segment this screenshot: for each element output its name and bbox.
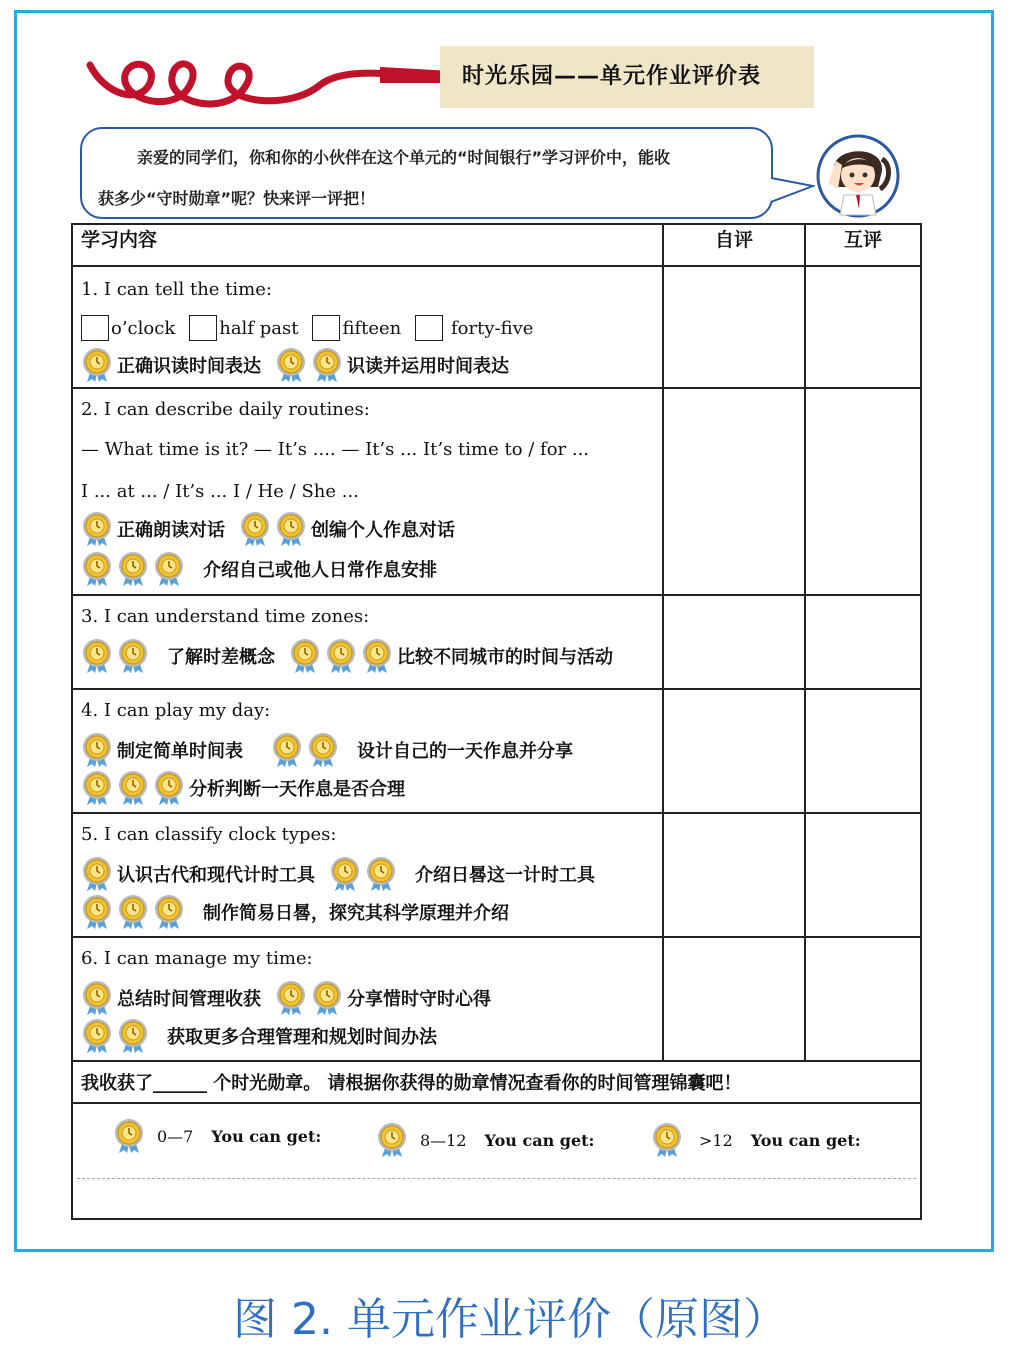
intro-speech-bubble	[80, 127, 773, 219]
medal-icon	[311, 347, 343, 383]
row-title: 1. I can tell the time:	[81, 279, 272, 300]
dialogue-line: — What time is it? — It’s .... — It’s ... It’s time to / for ...	[81, 439, 590, 460]
reward-tier	[376, 1122, 594, 1158]
intro-line-2: 获多少“守时勋章”呢？快来评一评把！	[98, 189, 376, 208]
criterion-text: 总结时间管理收获	[117, 989, 261, 1010]
reward-legend	[72, 1103, 921, 1219]
medal-icon	[153, 770, 185, 806]
criterion-text: 创编个人作息对话	[311, 520, 455, 541]
medal-icon	[365, 856, 397, 892]
self-eval-cell[interactable]	[663, 266, 805, 388]
tier-range: >12	[699, 1130, 733, 1150]
row-3-content	[72, 595, 663, 689]
tier-label: You can get:	[484, 1130, 595, 1150]
medal-line	[81, 980, 491, 1016]
medal-icon	[329, 856, 361, 892]
table-row	[72, 689, 921, 813]
medal-icon	[325, 638, 357, 674]
criterion-text: 分析判断一天作息是否合理	[189, 779, 405, 800]
table-header-row	[72, 224, 921, 266]
summary-text: 我收获了______ 个时光勋章。 请根据你获得的勋章情况查看你的时间管理锦囊吧！	[72, 1061, 921, 1103]
peer-eval-cell[interactable]	[805, 595, 921, 689]
checkbox[interactable]	[312, 315, 340, 341]
time-options	[81, 315, 533, 341]
banner-title: 时光乐园——单元作业评价表	[440, 46, 814, 108]
medal-icon	[117, 551, 149, 587]
medal-icon	[153, 551, 185, 587]
medal-icon	[81, 980, 113, 1016]
self-eval-cell[interactable]	[663, 595, 805, 689]
table-row	[72, 266, 921, 388]
criterion-text: 了解时差概念	[167, 647, 275, 668]
criterion-text: 识读并运用时间表达	[347, 356, 509, 377]
table-row	[72, 937, 921, 1061]
peer-eval-cell[interactable]	[805, 689, 921, 813]
option-label: forty-five	[450, 317, 534, 339]
medal-line	[81, 551, 437, 587]
row-title: 2. I can describe daily routines:	[81, 399, 370, 420]
reward-legend-row	[72, 1103, 921, 1219]
tier-label: You can get:	[750, 1130, 861, 1150]
row-5-content	[72, 813, 663, 937]
table-row	[72, 388, 921, 595]
medal-icon	[113, 1118, 145, 1154]
criterion-text: 分享惜时守时心得	[347, 989, 491, 1010]
option-label: fifteen	[342, 317, 402, 339]
checkbox[interactable]	[415, 315, 443, 341]
peer-eval-cell[interactable]	[805, 813, 921, 937]
row-title: 3. I can understand time zones:	[81, 606, 370, 627]
self-eval-cell[interactable]	[663, 937, 805, 1061]
medal-icon	[117, 770, 149, 806]
header-self-eval: 自评	[663, 224, 805, 266]
self-eval-cell[interactable]	[663, 388, 805, 595]
intro-line-1: 亲爱的同学们，你和你的小伙伴在这个单元的“时间银行”学习评价中，能收	[137, 148, 671, 167]
medal-icon	[376, 1122, 408, 1158]
criterion-text: 正确朗读对话	[117, 520, 225, 541]
tier-range: 0—7	[157, 1126, 194, 1146]
medal-icon	[153, 894, 185, 930]
row-title: 4. I can play my day:	[81, 700, 271, 721]
option-label: half past	[219, 317, 299, 339]
header-peer-eval: 互评	[805, 224, 921, 266]
medal-line	[81, 894, 509, 930]
medal-line	[81, 732, 573, 768]
ribbon-decoration	[80, 45, 460, 125]
medal-line	[81, 511, 455, 547]
medal-icon	[651, 1122, 683, 1158]
criterion-text: 比较不同城市的时间与活动	[397, 647, 613, 668]
table-row	[72, 813, 921, 937]
criterion-text: 介绍自己或他人日常作息安排	[203, 560, 437, 581]
dashed-divider	[77, 1178, 916, 1179]
checkbox[interactable]	[189, 315, 217, 341]
medal-icon	[275, 511, 307, 547]
row-4-content	[72, 689, 663, 813]
criterion-text: 制作简易日晷，探究其科学原理并介绍	[203, 903, 509, 924]
medal-icon	[81, 770, 113, 806]
row-6-content	[72, 937, 663, 1061]
row-1-content	[72, 266, 663, 388]
tier-label: You can get:	[211, 1126, 322, 1146]
medal-icon	[239, 511, 271, 547]
peer-eval-cell[interactable]	[805, 937, 921, 1061]
criterion-text: 介绍日晷这一计时工具	[415, 865, 595, 886]
checkbox[interactable]	[81, 315, 109, 341]
summary-row	[72, 1061, 921, 1103]
medal-icon	[271, 732, 303, 768]
figure-caption: 图 2. 单元作业评价（原图）	[233, 1294, 787, 1345]
criterion-text: 正确识读时间表达	[117, 356, 261, 377]
evaluation-table	[71, 223, 922, 1220]
tier-range: 8—12	[420, 1130, 467, 1150]
medal-icon	[361, 638, 393, 674]
medal-icon	[81, 856, 113, 892]
medal-icon	[81, 551, 113, 587]
self-eval-cell[interactable]	[663, 689, 805, 813]
criterion-text: 设计自己的一天作息并分享	[357, 741, 573, 762]
girl-avatar-icon	[814, 133, 902, 219]
header-content: 学习内容	[72, 224, 663, 266]
medal-line	[81, 1018, 437, 1054]
medal-icon	[117, 1018, 149, 1054]
table-row	[72, 595, 921, 689]
medal-icon	[81, 732, 113, 768]
dialogue-line: I ... at ... / It’s ... I / He / She ...	[81, 481, 359, 502]
medal-icon	[81, 347, 113, 383]
medal-icon	[117, 638, 149, 674]
medal-icon	[289, 638, 321, 674]
medal-line	[81, 347, 509, 383]
row-title: 5. I can classify clock types:	[81, 824, 337, 845]
reward-tier	[113, 1118, 321, 1154]
medal-line	[81, 638, 613, 674]
criterion-text: 认识古代和现代计时工具	[117, 865, 315, 886]
criterion-text: 获取更多合理管理和规划时间办法	[167, 1027, 437, 1048]
row-2-content	[72, 388, 663, 595]
medal-line	[81, 770, 405, 806]
medal-icon	[81, 894, 113, 930]
medal-icon	[275, 980, 307, 1016]
row-title: 6. I can manage my time:	[81, 948, 313, 969]
peer-eval-cell[interactable]	[805, 266, 921, 388]
option-label: o’clock	[111, 317, 176, 339]
medal-icon	[275, 347, 307, 383]
peer-eval-cell[interactable]	[805, 388, 921, 595]
medal-icon	[307, 732, 339, 768]
bubble-tail	[771, 176, 815, 206]
medal-icon	[81, 1018, 113, 1054]
medal-icon	[81, 638, 113, 674]
reward-tier	[651, 1122, 861, 1158]
criterion-text: 制定简单时间表	[117, 741, 243, 762]
medal-icon	[81, 511, 113, 547]
self-eval-cell[interactable]	[663, 813, 805, 937]
medal-icon	[311, 980, 343, 1016]
medal-icon	[117, 894, 149, 930]
medal-line	[81, 856, 595, 892]
